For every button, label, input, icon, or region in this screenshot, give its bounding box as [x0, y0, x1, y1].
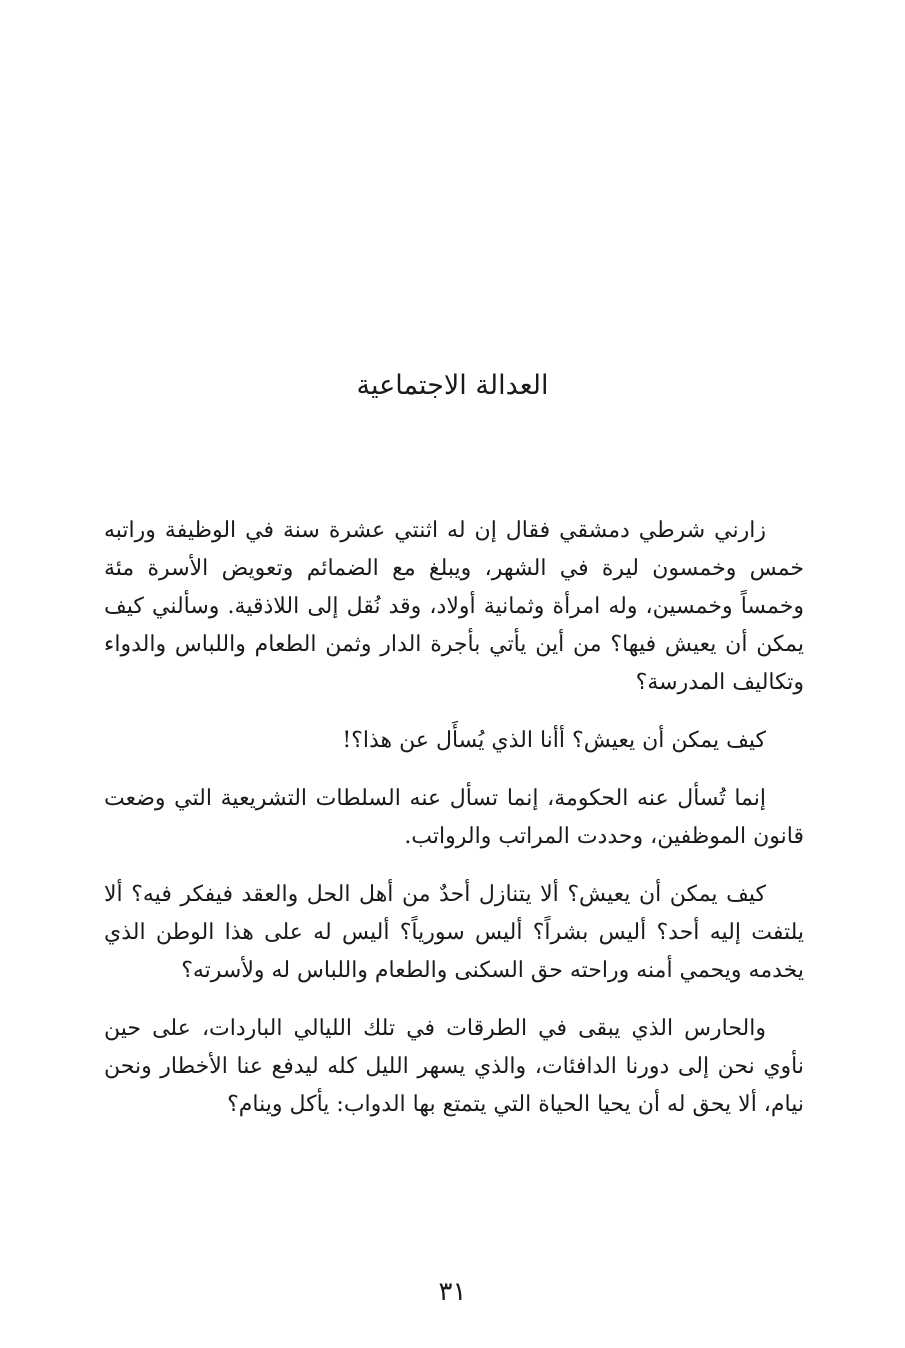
chapter-body: [104, 512, 804, 1144]
paragraph-5: والحارس الذي يبقى في الطرقات في تلك الليالي الباردات، على حين نأوي نحن إلى دورنا الدافئات، والذي يسهر الليل كله ليدفع عنا الأخطار ونحن نيام، ألا يحق له أن يحيا الحياة التي يتمتع بها الدواب: يأكل وينام؟: [104, 1016, 804, 1117]
paragraph-4: كيف يمكن أن يعيش؟ ألا يتنازل أحدٌ من أهل الحل والعقد فيفكر فيه؟ ألا يلتفت إليه أحد؟ أليس بشراً؟ أليس سورياً؟ أليس له على هذا الوطن الذي يخدمه ويحمي أمنه وراحته حق السكنى والطعام واللباس له ولأسرته؟: [104, 882, 804, 983]
paragraph-1: زارني شرطي دمشقي فقال إن له اثنتي عشرة سنة في الوظيفة وراتبه خمس وخمسون ليرة في الشهر، ويبلغ مع الضمائم وتعويض الأسرة مئة وخمساً وخمسين، وله امرأة وثمانية أولاد، وقد نُقل إلى اللاذقية. وسألني كيف يمكن أن يعيش فيها؟ من أين يأتي بأجرة الدار وثمن الطعام واللباس والدواء وتكاليف المدرسة؟: [104, 518, 804, 695]
paragraph-3: إنما تُسأل عنه الحكومة، إنما تسأل عنه السلطات التشريعية التي وضعت قانون الموظفين، وحددت المراتب والرواتب.: [104, 786, 804, 849]
paragraph-2: كيف يمكن أن يعيش؟ أأنا الذي يُسأَل عن هذا؟!: [342, 728, 766, 753]
chapter-title: العدالة الاجتماعية: [356, 370, 549, 401]
page-number: ٣١: [438, 1277, 467, 1307]
